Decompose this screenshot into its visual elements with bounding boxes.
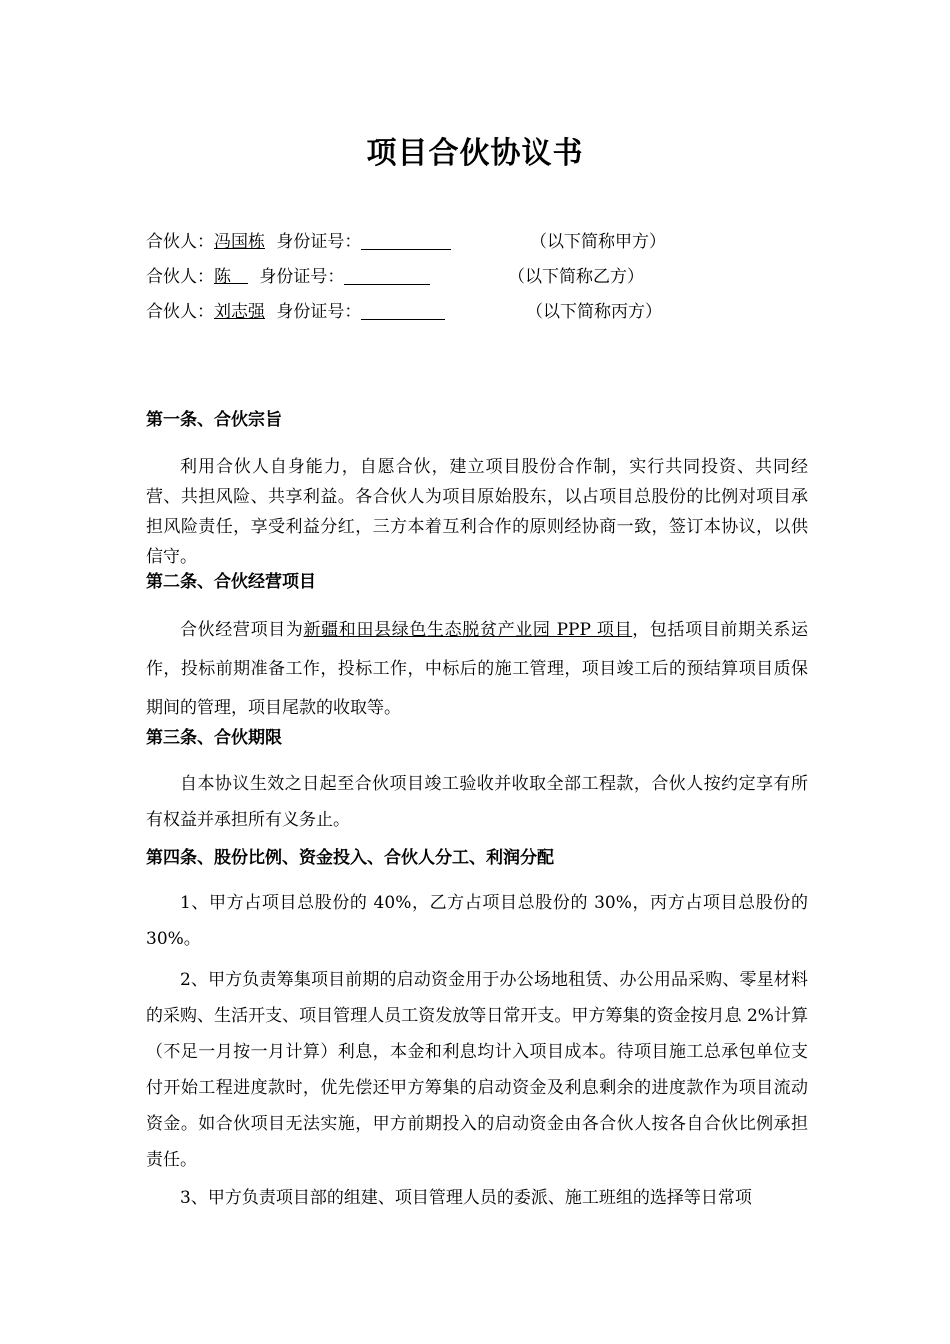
project-name: 新疆和田县绿色生态脱贫产业园 PPP 项目 [303,620,633,640]
partner-alias: （以下简称乙方） [508,267,644,287]
partner-name: 陈 [214,267,248,287]
partner-name: 刘志强 [214,302,265,322]
partner-label: 合伙人： [146,267,214,287]
partner-row-1 [146,231,666,253]
id-number-blank [361,301,445,320]
id-number-blank [344,266,430,285]
partner-row-2 [146,266,644,288]
section-heading-3: 第三条、合伙期限 [146,728,282,748]
partner-label: 合伙人： [146,232,214,252]
section-paragraph: 自本协议生效之日起至合伙项目竣工验收并收取全部工程款，合伙人按约定享有所有权益并承担所有义务止。 [146,774,808,830]
section-heading-1: 第一条、合伙宗旨 [146,410,282,430]
partner-alias: （以下简称丙方） [526,302,662,322]
section-paragraph: 2、甲方负责筹集项目前期的启动资金用于办公场地租赁、办公用品采购、零星材料的采购、生活开支、项目管理人员工资发放等日常开支。甲方筹集的资金按月息 2%计算（不足一月按一月计算）利息，本金和利息均计入项目成本。待项目施工总承包单位支付开始工程进度款时，优先偿还甲方筹集的启动资金及利息剩余的进度款作为项目流动资金。如合伙项目无法实施，甲方前期投入的启动资金由各合伙人按各自合伙比例承担责任。 [146,970,808,1170]
partner-name: 冯国栋 [214,232,265,252]
section-paragraph: 3、甲方负责项目部的组建、项目管理人员的委派、施工班组的选择等日常项 [180,1188,752,1208]
section-heading-4: 第四条、股份比例、资金投入、合伙人分工、利润分配 [146,848,554,868]
partner-label: 合伙人： [146,302,214,322]
id-label: 身份证号： [276,302,362,322]
section-paragraph [146,611,808,728]
section-paragraph: 利用合伙人自身能力，自愿合伙，建立项目股份合作制，实行共同投资、共同经营、共担风险、共享利益。各合伙人为项目原始股东，以占项目总股份的比例对项目承担风险责任，享受利益分红，三方本着互利合作的原则经协商一致，签订本协议，以供信守。 [146,457,808,567]
document-title: 项目合伙协议书 [366,136,584,171]
paragraph-prefix: 合伙经营项目为 [180,620,304,640]
id-label: 身份证号： [276,232,362,252]
id-number-blank [361,231,451,250]
id-label: 身份证号： [259,267,345,287]
paragraph-suffix: ，包括项目前期关系运作，投标前期准备工作，投标工作，中标后的施工管理，项目竣工后的预结算项目质保期间的管理，项目尾款的收取等。 [146,620,809,718]
partner-alias: （以下简称甲方） [530,232,666,252]
partner-row-3 [146,301,662,323]
section-heading-2: 第二条、合伙经营项目 [146,572,316,592]
section-paragraph: 1、甲方占项目总股份的 40%，乙方占项目总股份的 30%，丙方占项目总股份的 30%。 [146,893,808,949]
